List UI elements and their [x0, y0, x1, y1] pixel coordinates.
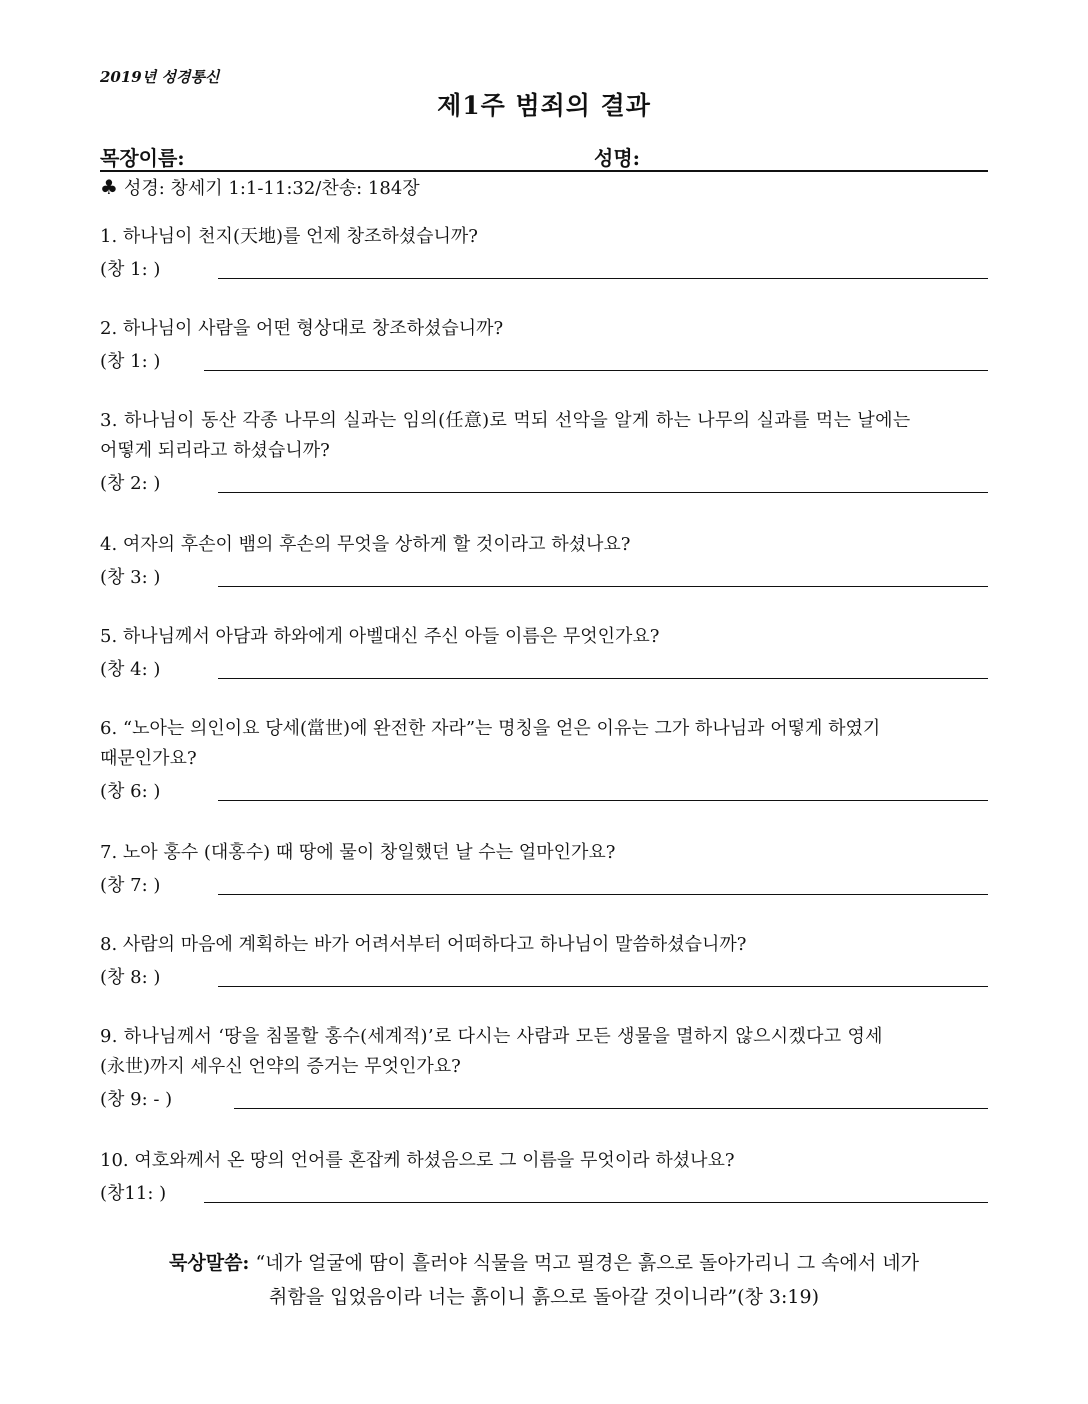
reference-label: (창 9: - ): [100, 1089, 173, 1110]
question-4: [100, 530, 988, 560]
question-text: 2. 하나님이 사람을 어떤 형상대로 창조하셨습니까?: [100, 318, 504, 339]
question-text: 4. 여자의 후손이 뱀의 후손의 무엇을 상하게 할 것이라고 하셨나요?: [100, 534, 631, 555]
question-text: 3. 하나님이 동산 각종 나무의 실과는 임의(任意)로 먹되 선악을 알게 하는 나무의 실과를 먹는 날에는: [100, 410, 911, 431]
header-tag: 2019년 성경통신: [100, 68, 220, 86]
reference-label: (창 1: ): [100, 351, 161, 372]
group-name-label: 목장이름:: [100, 146, 185, 170]
answer-row-7[interactable]: [100, 872, 988, 900]
answer-line[interactable]: [234, 1108, 988, 1109]
question-5: [100, 622, 988, 652]
answer-row-9[interactable]: [100, 1086, 988, 1114]
question-8: [100, 930, 988, 960]
answer-line[interactable]: [218, 678, 988, 679]
question-text: 10. 여호와께서 온 땅의 언어를 혼잡케 하셨음으로 그 이름을 무엇이라 하셨나요?: [100, 1150, 735, 1171]
question-1: [100, 222, 988, 252]
question-text: 5. 하나님께서 아담과 하와에게 아벨대신 주신 아들 이름은 무엇인가요?: [100, 626, 660, 647]
memory-verse-text: “네가 얼굴에 땀이 흘러야 식물을 먹고 필경은 흙으로 돌아가리니 그 속에서 네가: [255, 1252, 919, 1274]
answer-line[interactable]: [218, 278, 988, 279]
answer-line[interactable]: [204, 1202, 988, 1203]
reference-label: (창 8: ): [100, 967, 161, 988]
page-title: 제1주 범죄의 결과: [437, 91, 651, 120]
answer-line[interactable]: [218, 800, 988, 801]
question-text: 6. “노아는 의인이요 당세(當世)에 완전한 자라”는 명칭을 얻은 이유는 그가 하나님과 어떻게 하였기: [100, 718, 881, 739]
answer-row-1[interactable]: [100, 256, 988, 284]
answer-row-6[interactable]: [100, 778, 988, 806]
memory-verse-line-2: 취함을 입었음이라 너는 흙이니 흙으로 돌아갈 것이니라”(창 3:19): [269, 1286, 819, 1308]
scripture-line: [100, 174, 420, 200]
reference-label: (창 4: ): [100, 659, 161, 680]
scripture-text: 성경: 창세기 1:1-11:32/찬송: 184장: [123, 178, 420, 199]
question-10: [100, 1146, 988, 1176]
question-text: (永世)까지 세우신 언약의 증거는 무엇인가요?: [100, 1056, 461, 1077]
answer-row-2[interactable]: [100, 348, 988, 376]
question-text: 1. 하나님이 천지(天地)를 언제 창조하셨습니까?: [100, 226, 478, 247]
answer-row-3[interactable]: [100, 470, 988, 498]
question-text: 9. 하나님께서 ‘땅을 침몰할 홍수(세계적)’로 다시는 사람과 모든 생물을 멸하지 않으시겠다고 영세: [100, 1026, 883, 1047]
reference-label: (창 7: ): [100, 875, 161, 896]
reference-label: (창 1: ): [100, 259, 161, 280]
question-2: [100, 314, 988, 344]
answer-line[interactable]: [218, 492, 988, 493]
reference-label: (창 6: ): [100, 781, 161, 802]
reference-label: (창 3: ): [100, 567, 161, 588]
memory-verse-line-1: [0, 1246, 1088, 1280]
question-9: [100, 1022, 988, 1082]
answer-row-8[interactable]: [100, 964, 988, 992]
answer-line[interactable]: [204, 370, 988, 371]
question-text: 어떻게 되리라고 하셨습니까?: [100, 440, 330, 461]
answer-row-5[interactable]: [100, 656, 988, 684]
answer-line[interactable]: [218, 586, 988, 587]
question-7: [100, 838, 988, 868]
question-text: 7. 노아 홍수 (대홍수) 때 땅에 물이 창일했던 날 수는 얼마인가요?: [100, 842, 616, 863]
question-text: 8. 사람의 마음에 계획하는 바가 어려서부터 어떠하다고 하나님이 말씀하셨습니까?: [100, 934, 747, 955]
question-3: [100, 406, 988, 466]
memory-verse: [0, 1246, 1088, 1314]
reference-label: (창11: ): [100, 1183, 167, 1204]
answer-line[interactable]: [218, 894, 988, 895]
answer-row-4[interactable]: [100, 564, 988, 592]
question-text: 때문인가요?: [100, 748, 197, 769]
answer-line[interactable]: [218, 986, 988, 987]
info-row: [100, 142, 988, 172]
question-6: [100, 714, 988, 774]
club-icon: ♣: [100, 175, 118, 199]
name-label: 성명:: [594, 146, 641, 170]
reference-label: (창 2: ): [100, 473, 161, 494]
memory-verse-label: 묵상말씀:: [169, 1252, 250, 1274]
answer-row-10[interactable]: [100, 1180, 988, 1208]
